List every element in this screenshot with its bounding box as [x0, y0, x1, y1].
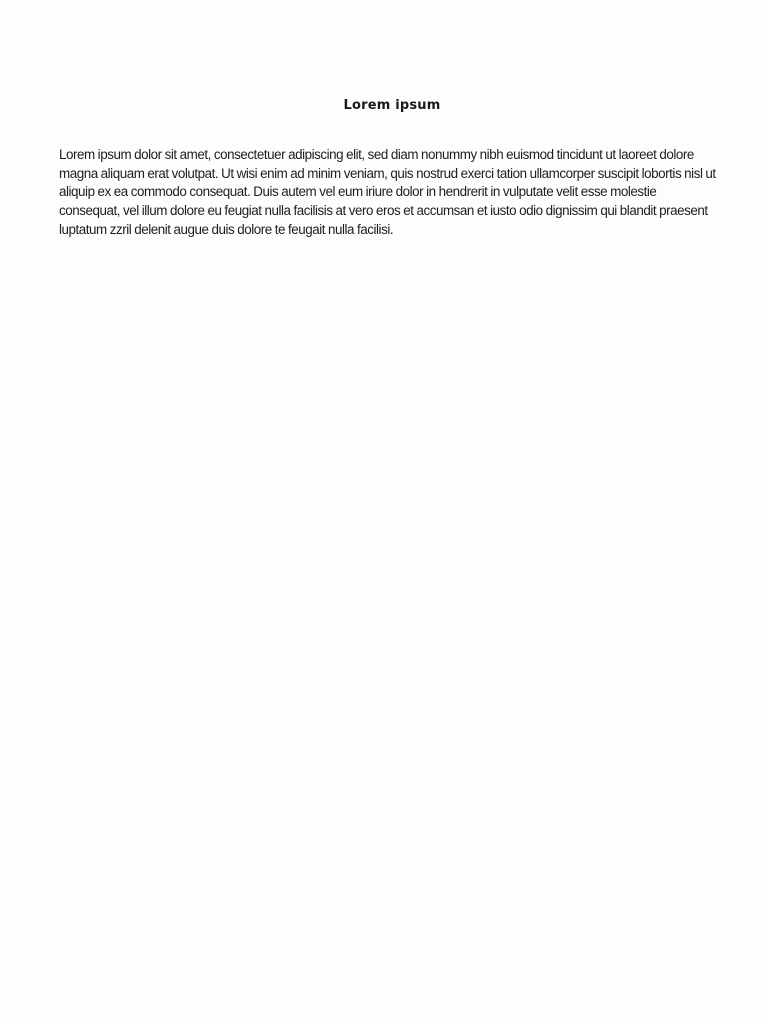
body-paragraph: Lorem ipsum dolor sit amet, consectetuer adipiscing elit, sed diam nonummy nibh euismod tincidunt ut laoreet dolore magna aliquam erat volutpat. Ut wisi enim ad minim veniam, quis nostrud exerci tation ullamcorper suscipit lobortis nisl ut aliquip ex ea commodo consequat. Duis autem vel eum iriure dolor in hendrerit in vulputate velit esse molestie consequat, vel illum dolore eu feugiat nulla facilisis at vero eros et accumsan et iusto odio dignissim qui blandit praesent luptatum zzril delenit augue duis dolore te feugait nulla facilisi.	[59, 147, 716, 237]
document-title: Lorem ipsum	[343, 98, 441, 113]
